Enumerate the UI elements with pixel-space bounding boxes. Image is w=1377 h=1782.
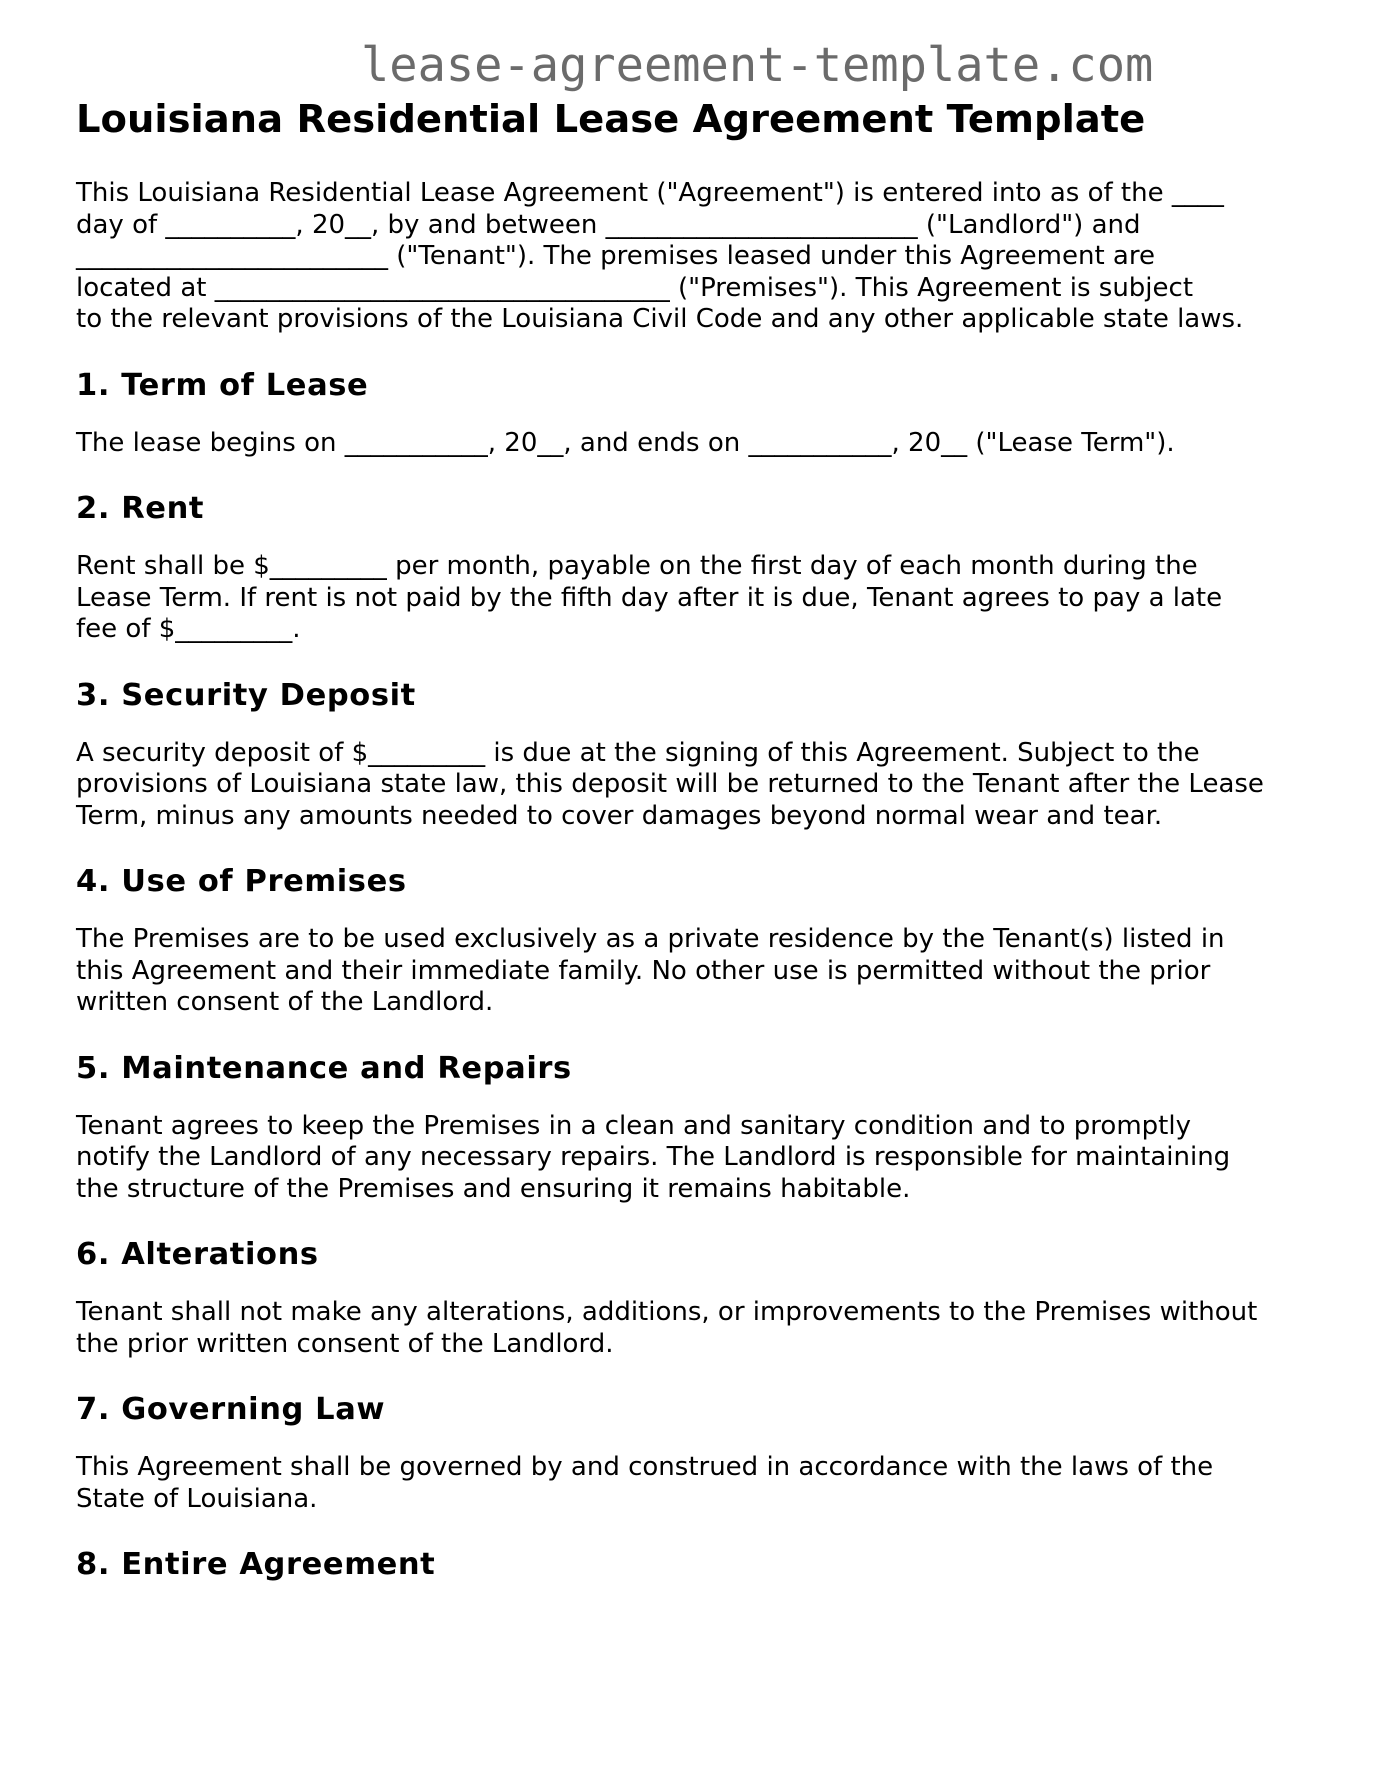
section-body-rent: Rent shall be $_________ per month, payable on the first day of each month during the Lease Term. If rent is not paid by the fifth day after it is due, Tenant agrees to pay a late fee of $_________. xyxy=(76,551,1223,644)
section-heading-security-deposit: 3. Security Deposit xyxy=(76,677,416,713)
section-heading-use-of-premises: 4. Use of Premises xyxy=(76,864,407,899)
section-heading-governing-law: 7. Governing Law xyxy=(76,1392,386,1427)
section-heading-entire-agreement: 8. Entire Agreement xyxy=(76,1547,436,1582)
section-body-alterations: Tenant shall not make any alterations, additions, or improvements to the Premises without the prior written consent of the Landlord. xyxy=(76,1297,1258,1359)
site-watermark: lease-agreement-template.com xyxy=(361,38,1154,93)
section-body-maintenance: Tenant agrees to keep the Premises in a clean and sanitary condition and to promptly notify the Landlord of any necessary repairs. The Landlord is responsible for maintaining the structure of the Premises and ensuring it remains habitable. xyxy=(76,1110,1231,1204)
section-heading-maintenance: 5. Maintenance and Repairs xyxy=(76,1050,572,1086)
section-body-governing-law: This Agreement shall be governed by and construed in accordance with the laws of the State of Louisiana. xyxy=(76,1452,1214,1514)
document-title: Louisiana Residential Lease Agreement Template xyxy=(76,97,1146,142)
intro-paragraph: This Louisiana Residential Lease Agreement ("Agreement") is entered into as of the ____ day of __________, 20__, by and between ________________________ ("Landlord") and ________________________ ("Tenant"). The premises leased under this Agreement are located at ___________________________________ ("Premises"). This Agreement is subject to the relevant provisions of the Louisiana Civil Code and any other applicable state laws. xyxy=(76,178,1244,334)
section-body-term: The lease begins on ___________, 20__, and ends on ___________, 20__ ("Lease Term"). xyxy=(76,427,1175,458)
section-body-use-of-premises: The Premises are to be used exclusively as a private residence by the Tenant(s) listed in this Agreement and their immediate family. No other use is permitted without the prior written consent of the Landlord. xyxy=(76,924,1225,1017)
section-body-security-deposit: A security deposit of $_________ is due at the signing of this Agreement. Subject to the provisions of Louisiana state law, this deposit will be returned to the Tenant after the Lease Term, minus any amounts needed to cover damages beyond normal wear and tear. xyxy=(76,737,1264,831)
section-heading-term: 1. Term of Lease xyxy=(76,367,369,403)
document-content xyxy=(76,94,1316,1607)
section-heading-rent: 2. Rent xyxy=(76,491,205,526)
section-heading-alterations: 6. Alterations xyxy=(76,1237,319,1272)
